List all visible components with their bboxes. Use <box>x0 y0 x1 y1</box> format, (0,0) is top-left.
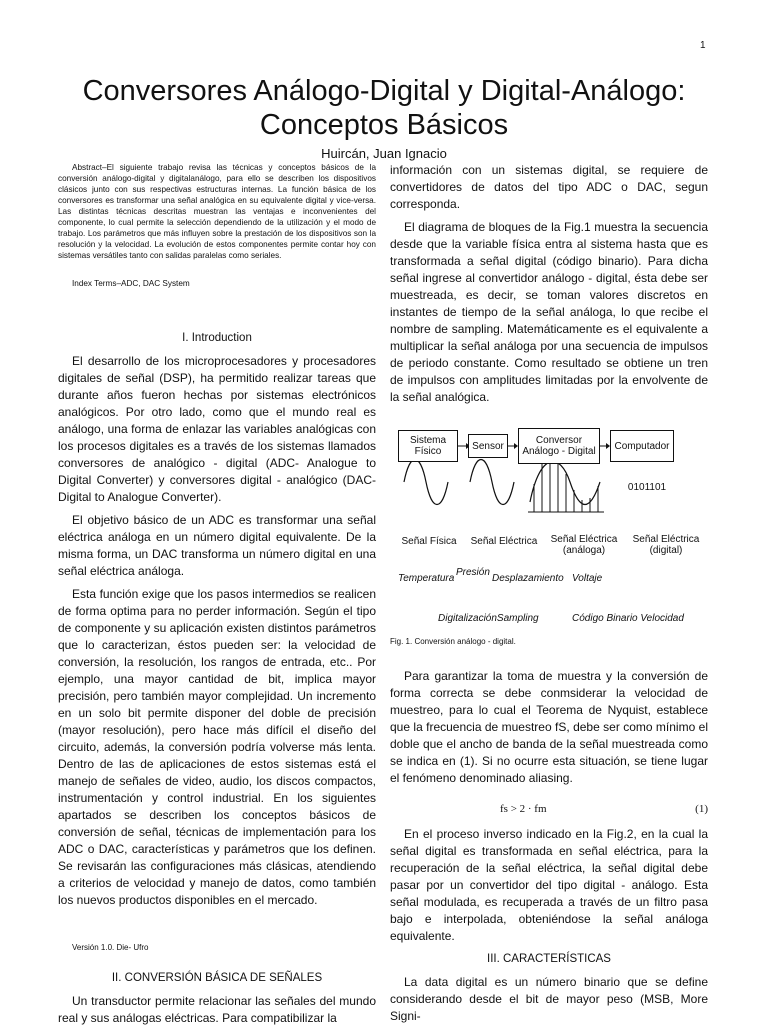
abstract: Abstract–El siguiente trabajo revisa las técnicas y conceptos básicos de la conversión análogo-digital y digitalanálogo, para ello se describen los dispositivos clásicos junto con sus respectivas estructuras internas. La función básica de los conversores es transformar una señal analógica en su equivalente digital y vice-versa. Las distintas técnicas descritas muestran las ventajas e inconvenientes del componente, lo cual permite la selección dependiendo de la utilización y el modo de trabajo. Los parámetros que más influyen sobre la prestación de los dispositivos son la resolución y la velocidad. La evolución de estos componentes permite contar hoy con sistemas versátiles tanto con salidas paralelas como seriales. <box>58 163 376 260</box>
paragraph: El desarrollo de los microprocesadores y procesadores digitales de señal (DSP), ha permitido realizar tareas que durante años fueron hechas por sistemas electrónicos analógicos. Por otro lado, como que el mundo real es análogo, una forma de enlazar las variables analógicas con los procesos digitales es a través de los sistemas llamados conversores de analógico - digital (ADC- Analogue to Digital Converter) y conversores digital - analógico (DAC- Digital to Analogue Converter). <box>58 354 376 504</box>
paper-title: Conversores Análogo-Digital y Digital-Análogo: Conceptos Básicos <box>82 75 686 141</box>
paragraph: En el proceso inverso indicado en la Fig.2, en la cual la señal digital es transformada en señal eléctrica, para la recuperación de la señal eléctrica, la señal digital debe pasar por un convertidor del tipo digital - análogo. Esta señal modulada, es recuperada a través de un filtro pasa bajo e interpolada, obteniéndose la señal análoga equivalente. <box>390 827 708 943</box>
paragraph: El diagrama de bloques de la Fig.1 muestra la secuencia desde que la variable física entra al sistema hasta que es transformada a señal digital (código binario). Para dicha señal ingrese al convertidor análogo - digital, ésta debe ser muestreada, es decir, se toman valores discretos en instantes de tiempo de la señal análoga, lo que recibe el nombre de sampling. Matemáticamente es el equivalente a multiplicar la señal análoga por una secuencia de impulsos de periodo constante. Como resultado se obtiene un tren de impulsos con amplitudes limitadas por la envolvente de la señal analógica. <box>390 220 708 404</box>
box-computer: Computador <box>610 430 674 462</box>
box-sensor: Sensor <box>468 434 508 458</box>
sine-wave-electrical <box>470 460 514 505</box>
label-displacement: Desplazamiento <box>492 573 564 584</box>
box-adc: Conversor Análogo - Digital <box>518 428 600 464</box>
equation-number: (1) <box>695 803 708 815</box>
section-heading-introduction: I. Introduction <box>182 332 252 344</box>
paragraph: información con un sistemas digital, se requiere de convertidores de datos del tipo ADC o DAC, segun corresponda. <box>390 163 708 211</box>
section-heading-characteristics: III. CARACTERÍSTICAS <box>487 953 611 965</box>
label-electrical-signal: Señal Eléctrica <box>470 536 538 547</box>
figure-block-diagram <box>390 412 708 627</box>
paragraph: Para garantizar la toma de muestra y la conversión de forma correcta se debe conmsiderar la velocidad de muestreo, para lo cual el Teorema de Nyquist, establece que la frecuencia de muestreo fS, debe ser como mínimo el doble que el ancho de banda de la señal muestreada como se indica en (1). Si no ocurre esta situación, se tiene lugar el fenómeno denominado aliasing. <box>390 669 708 785</box>
sine-wave-physical <box>404 460 448 505</box>
index-terms: Index Terms–ADC, DAC System <box>72 279 190 288</box>
paragraph: El objetivo básico de un ADC es transformar una señal eléctrica análoga en un número digital equivalente. De la misma forma, un DAC transforma un número digital en una señal eléctrica análoga. <box>58 513 376 578</box>
paragraph: Esta función exige que los pasos intermedios se realicen de forma optima para no perder información. Según el tipo de componente y su aplicación existen distintos parámetros que lo caracterizan, éstos pueden ser: la velocidad de conversión, la resolución, los rangos de entrada, etc.. Por ejemplo, una mayor cantidad de bit, implica mayor precisión, pero también mayor complejidad. Un incremento en un solo bit permite disponer del doble de precisión (mayor resolución), pero hace más difícil el diseño del circuito, además, la conversión podría volverse más lenta. Dentro de las de aplicaciones de estos sistemas está el manejo de señales de video, audio, los discos compactos, instrumentación y control industrial. En los siguientes apartados se describen los conceptos básicos de conversión de señal, técnicas de implementación para los ADC o DAC, características y parámetros que los definen. Se revisarán las configuraciones más clásicas, atendiendo a criterios de velocidad y manejo de datos, como también los nuevos productos disponibles en el mercado. <box>58 587 376 907</box>
label-pressure: Presión <box>456 567 490 578</box>
author: Huircán, Juan Ignacio <box>321 146 447 161</box>
section-heading-conversion: II. CONVERSIÓN BÁSICA DE SEÑALES <box>111 972 323 984</box>
figure-caption: Fig. 1. Conversión análogo - digital. <box>390 637 516 646</box>
label-sampling: DigitalizaciónSampling <box>438 613 539 624</box>
label-temperature: Temperatura <box>398 573 455 584</box>
equation <box>390 793 708 826</box>
left-column <box>58 162 376 1033</box>
paragraph: La data digital es un número binario que se define considerando desde el bit de mayor peso (MSB, More Signi- <box>390 975 708 1023</box>
version-note: Versión 1.0. Die- Ufro <box>72 943 149 952</box>
label-physical-signal: Señal Física <box>401 536 457 547</box>
label-digital-signal: Señal Eléctrica (digital) <box>632 534 700 556</box>
label-binary-velocity: Código Binario Velocidad <box>572 613 684 624</box>
paragraph: Un transductor permite relacionar las señales del mundo real y sus análogas eléctricas. Para compatibilizar la <box>58 994 376 1025</box>
binary-code: 0101101 <box>627 482 667 493</box>
label-voltage: Voltaje <box>572 573 603 584</box>
equation-body: fs > 2 · fm <box>500 803 547 815</box>
box-physical-system: Sistema Físico <box>398 430 458 462</box>
page-number: 1 <box>700 40 706 51</box>
label-analog-signal: Señal Eléctrica (análoga) <box>550 534 618 556</box>
right-column <box>390 162 708 1031</box>
